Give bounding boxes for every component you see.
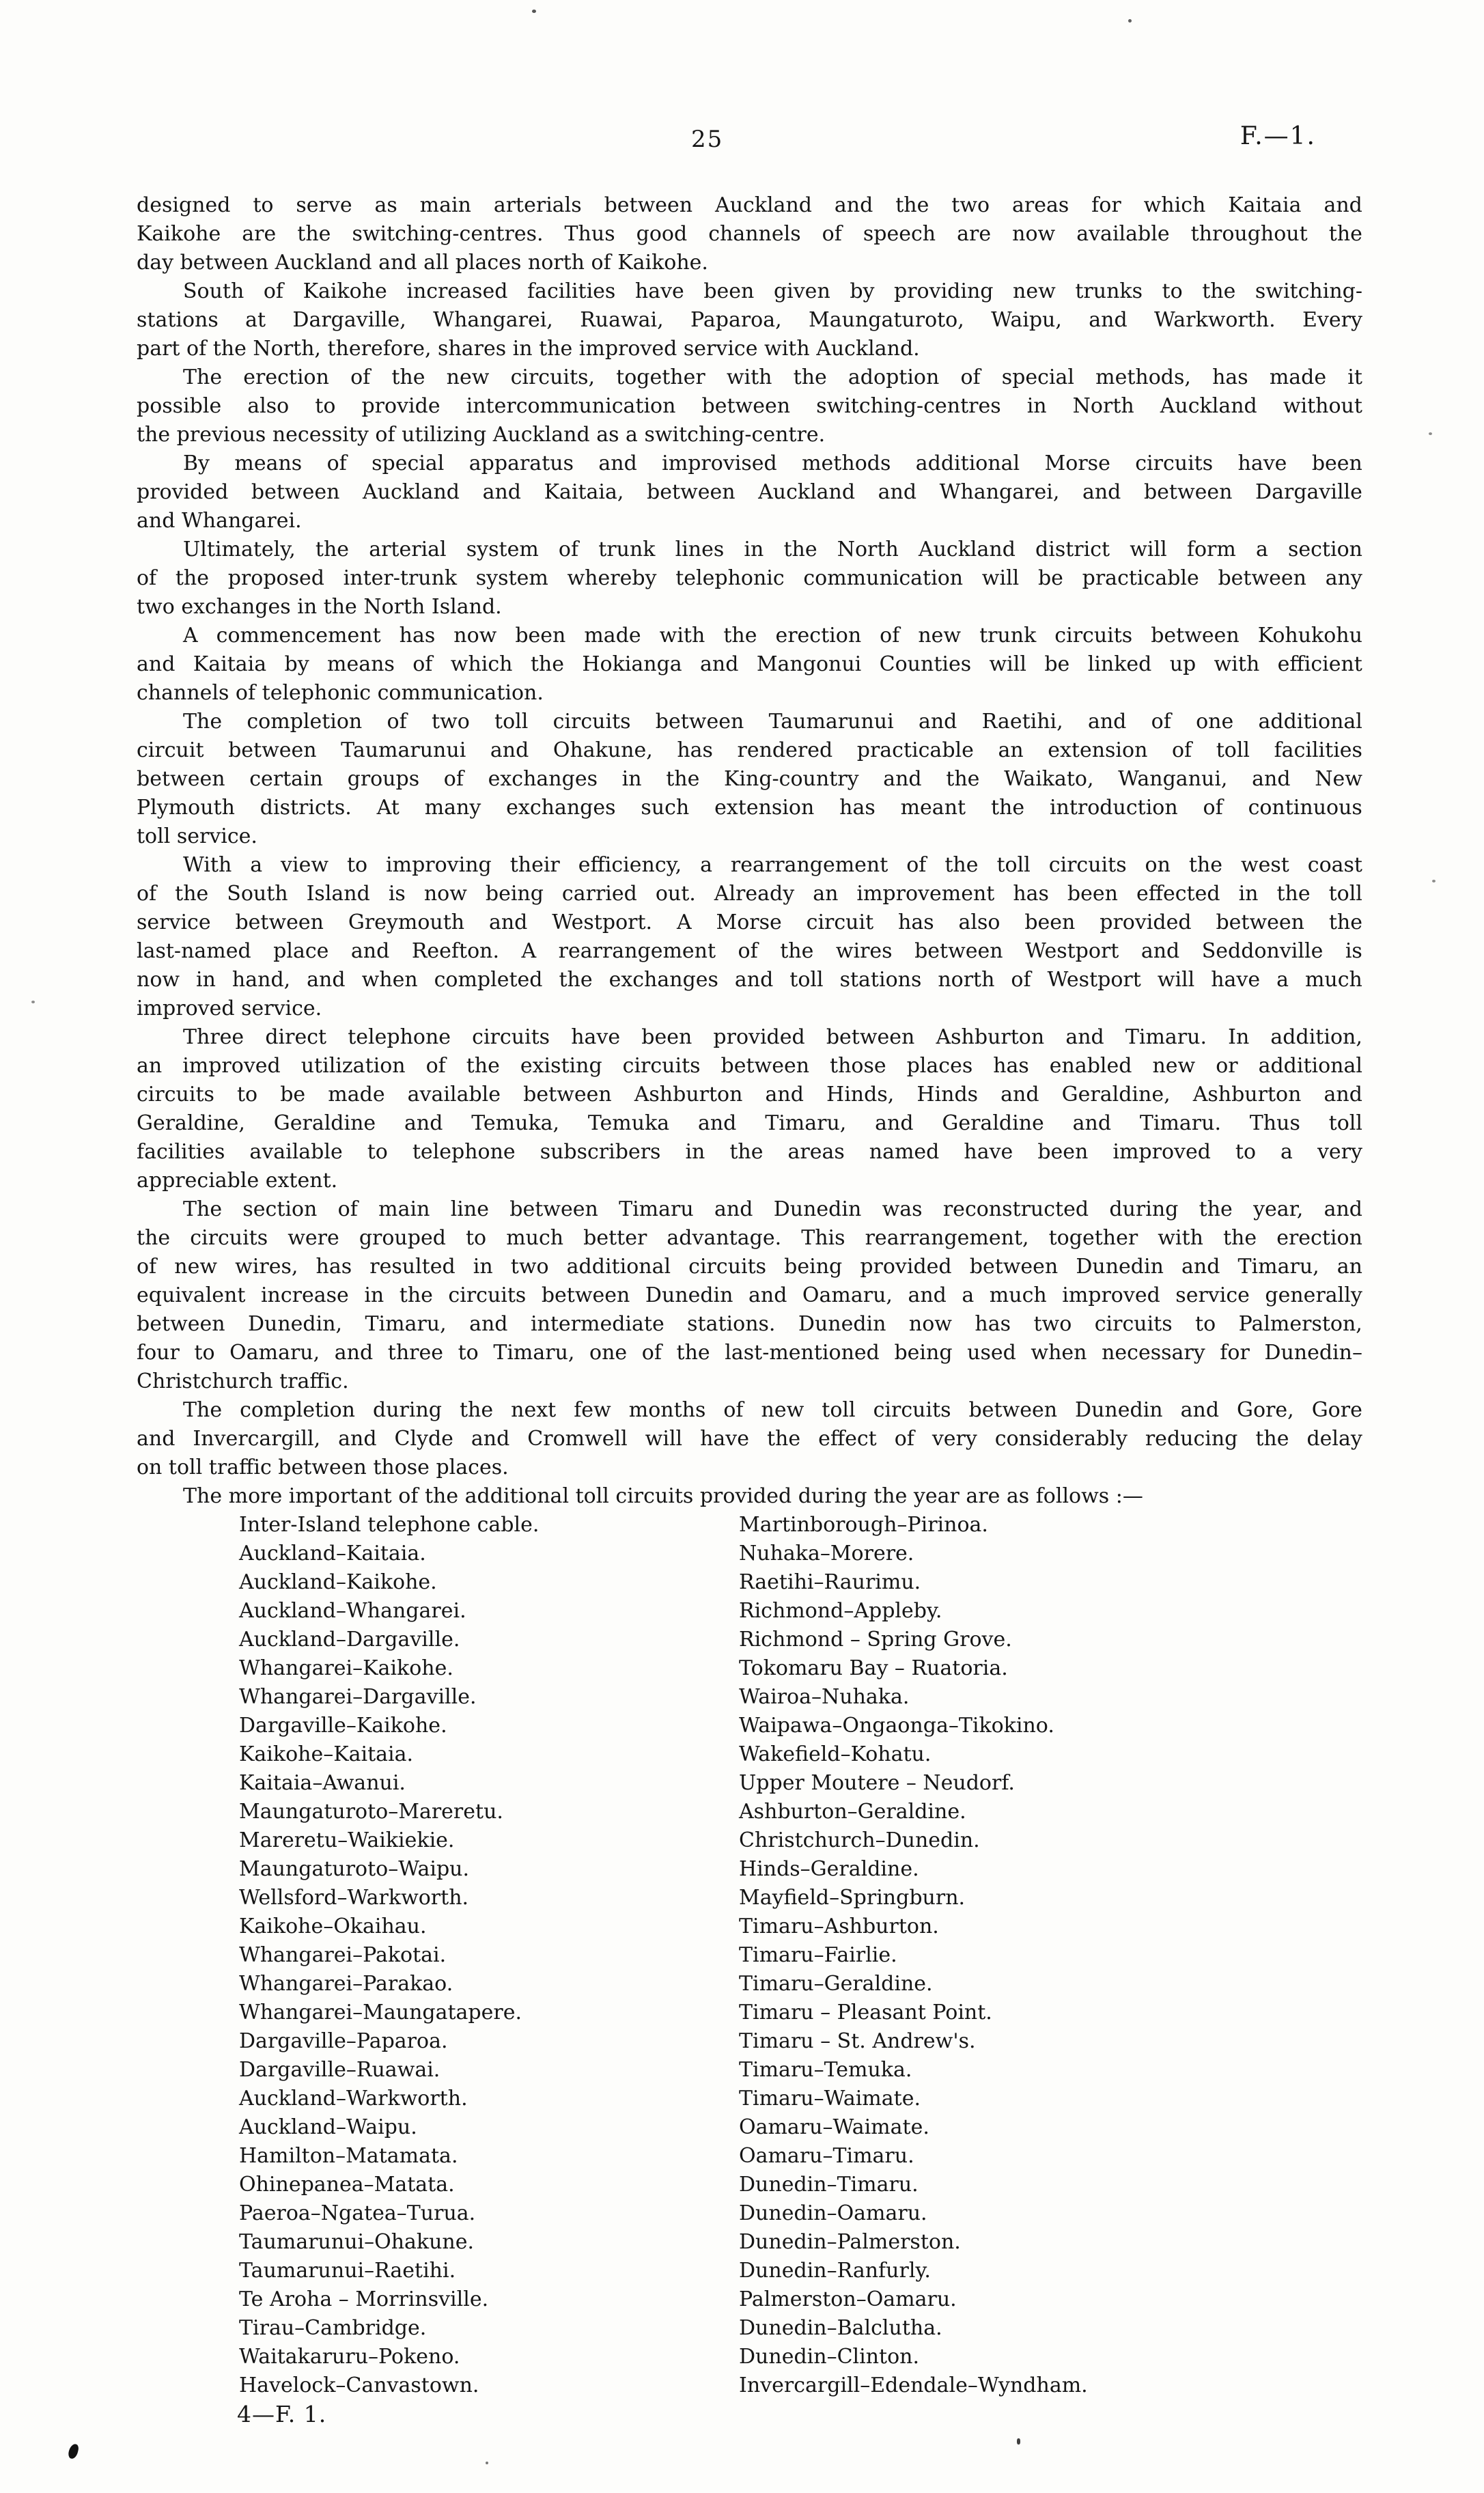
toll-circuit-row (137, 1970, 1362, 1998)
page-content (137, 191, 1362, 2429)
ink-blot (68, 2443, 80, 2460)
paragraph (137, 449, 1362, 535)
toll-circuit-item-left: Dargaville–Kaikohe. (239, 1714, 447, 1738)
toll-circuit-row (137, 1654, 1362, 1683)
text-line: The section of main line between Timaru and Dunedin was reconstructed during the year, and (183, 1197, 1362, 1221)
text-line: the previous necessity of utilizing Auckland as a switching-centre. (137, 423, 826, 447)
toll-circuit-item-left: Auckland–Waipu. (239, 2115, 417, 2139)
toll-circuit-item-left: Taumarunui–Ohakune. (239, 2230, 475, 2254)
toll-circuit-row (137, 1998, 1362, 2027)
paragraph (137, 708, 1362, 851)
printers-signature: 4—F. 1. (237, 2401, 327, 2427)
text-line: of new wires, has resulted in two additional circuits being provided between Dunedin and Timaru, an (137, 1255, 1362, 1279)
toll-circuit-item-left: Auckland–Warkworth. (239, 2087, 468, 2111)
toll-circuit-item-left: Inter-Island telephone cable. (239, 1513, 540, 1537)
toll-circuit-item-right: Timaru–Geraldine. (739, 1972, 933, 1996)
toll-circuit-row (137, 1769, 1362, 1798)
toll-circuit-row (137, 2171, 1362, 2199)
toll-circuit-item-right: Christchurch–Dunedin. (739, 1828, 980, 1852)
text-line: South of Kaikohe increased facilities have been given by providing new trunks to the switching- (183, 279, 1362, 303)
toll-circuit-item-left: Auckland–Kaitaia. (239, 1542, 426, 1565)
text-line: on toll traffic between those places. (137, 1456, 509, 1479)
scan-artifact (486, 2462, 488, 2464)
text-line: possible also to provide intercommunication between switching-centres in North Auckland without (137, 394, 1362, 418)
toll-circuit-item-right: Richmond – Spring Grove. (739, 1628, 1012, 1652)
toll-circuit-item-right: Hinds–Geraldine. (739, 1857, 919, 1881)
toll-circuit-row (137, 2113, 1362, 2142)
toll-circuit-item-right: Dunedin–Clinton. (739, 2345, 920, 2369)
text-line: and Whangarei. (137, 509, 302, 533)
text-line: circuit between Taumarunui and Ohakune, has rendered practicable an extension of toll facilities (137, 738, 1362, 762)
text-line: part of the North, therefore, shares in the improved service with Auckland. (137, 337, 920, 361)
text-line: day between Auckland and all places north of Kaikohe. (137, 251, 708, 275)
text-line: the circuits were grouped to much better advantage. This rearrangement, together with the erection (137, 1226, 1362, 1250)
toll-circuit-list (137, 1511, 1362, 2400)
toll-circuit-row (137, 2142, 1362, 2171)
text-line: and Invercargill, and Clyde and Cromwell will have the effect of very considerably reducing the delay (137, 1427, 1362, 1451)
text-line: four to Oamaru, and three to Timaru, one of the last-mentioned being used when necessary for Dunedin– (137, 1341, 1362, 1365)
toll-circuit-item-right: Timaru – Pleasant Point. (739, 2001, 992, 2024)
toll-circuit-item-right: Raetihi–Raurimu. (739, 1570, 921, 1594)
toll-circuit-item-right: Oamaru–Timaru. (739, 2144, 914, 2168)
toll-circuit-row (137, 1568, 1362, 1597)
text-line: appreciable extent. (137, 1169, 338, 1193)
toll-circuit-item-right: Martinborough–Pirinoa. (739, 1513, 988, 1537)
body-paragraphs (137, 191, 1362, 1511)
toll-circuit-item-left: Kaikohe–Okaihau. (239, 1914, 427, 1938)
toll-circuit-item-right: Wairoa–Nuhaka. (739, 1685, 910, 1709)
toll-circuit-item-left: Mareretu–Waikiekie. (239, 1828, 455, 1852)
toll-circuit-row (137, 2085, 1362, 2113)
paragraph (137, 1195, 1362, 1396)
toll-circuit-item-right: Dunedin–Palmerston. (739, 2230, 961, 2254)
text-line: The completion during the next few months of new toll circuits between Dunedin and Gore, Gore (183, 1398, 1362, 1422)
toll-circuit-item-right: Invercargill–Edendale–Wyndham. (739, 2373, 1088, 2397)
toll-circuit-row (137, 2027, 1362, 2056)
paragraph (137, 622, 1362, 708)
toll-circuit-item-left: Whangarei–Kaikohe. (239, 1656, 453, 1680)
text-line: Kaikohe are the switching-centres. Thus good channels of speech are now available throughout the (137, 222, 1362, 246)
toll-circuit-item-right: Mayfield–Springburn. (739, 1886, 966, 1910)
text-line: The erection of the new circuits, together with the adoption of special methods, has made it (183, 365, 1362, 389)
text-line: two exchanges in the North Island. (137, 595, 502, 619)
text-line: of the proposed inter-trunk system whereby telephonic communication will be practicable between any (137, 566, 1362, 590)
toll-circuit-row (137, 1511, 1362, 1540)
toll-circuit-item-left: Whangarei–Maungatapere. (239, 2001, 522, 2024)
toll-circuit-item-right: Palmerston–Oamaru. (739, 2287, 957, 2311)
toll-circuit-item-left: Auckland–Dargaville. (239, 1628, 460, 1652)
toll-circuit-item-right: Dunedin–Balclutha. (739, 2316, 942, 2340)
toll-circuit-item-left: Dargaville–Paparoa. (239, 2029, 448, 2053)
scan-artifact (1429, 432, 1432, 435)
text-line: By means of special apparatus and improvised methods additional Morse circuits have been (183, 451, 1362, 475)
toll-circuit-row (137, 2257, 1362, 2285)
paragraph (137, 277, 1362, 363)
toll-circuit-item-right: Timaru – St. Andrew's. (739, 2029, 976, 2053)
toll-circuit-row (137, 1798, 1362, 1826)
toll-circuit-item-right: Timaru–Waimate. (739, 2087, 921, 2111)
toll-circuit-row (137, 2371, 1362, 2400)
toll-circuit-item-left: Wellsford–Warkworth. (239, 1886, 469, 1910)
toll-circuit-item-left: Whangarei–Pakotai. (239, 1943, 447, 1967)
toll-circuit-item-right: Timaru–Fairlie. (739, 1943, 897, 1967)
text-line: and Kaitaia by means of which the Hokianga and Mangonui Counties will be linked up with efficient (137, 652, 1362, 676)
text-line: Three direct telephone circuits have been provided between Ashburton and Timaru. In addition, (183, 1025, 1362, 1049)
scan-artifact (1432, 880, 1436, 882)
text-line: an improved utilization of the existing circuits between those places has enabled new or additional (137, 1054, 1362, 1078)
toll-circuit-item-left: Whangarei–Parakao. (239, 1972, 453, 1996)
text-line: With a view to improving their efficiency, a rearrangement of the toll circuits on the west coast (183, 853, 1362, 877)
text-line: Christchurch traffic. (137, 1369, 349, 1393)
toll-circuit-item-left: Taumarunui–Raetihi. (239, 2259, 456, 2283)
toll-circuit-row (137, 1626, 1362, 1654)
toll-circuit-row (137, 2343, 1362, 2371)
toll-circuit-item-right: Wakefield–Kohatu. (739, 1742, 932, 1766)
toll-circuit-row (137, 1683, 1362, 1712)
toll-circuit-item-left: Auckland–Whangarei. (239, 1599, 466, 1623)
paper-section-code: F.—1. (1240, 122, 1316, 150)
toll-circuit-item-left: Kaitaia–Awanui. (239, 1771, 406, 1795)
toll-circuit-item-right: Oamaru–Waimate. (739, 2115, 929, 2139)
toll-circuit-row (137, 2314, 1362, 2343)
text-line: of the South Island is now being carried out. Already an improvement has been effected in the toll (137, 882, 1362, 906)
toll-circuit-row (137, 1826, 1362, 1855)
paragraph (137, 1482, 1362, 1511)
toll-circuit-row (137, 2056, 1362, 2085)
toll-circuit-item-right: Nuhaka–Morere. (739, 1542, 914, 1565)
toll-circuit-item-right: Ashburton–Geraldine. (739, 1800, 966, 1824)
toll-circuit-row (137, 2228, 1362, 2257)
toll-circuit-item-left: Tirau–Cambridge. (239, 2316, 427, 2340)
paragraph (137, 363, 1362, 449)
text-line: Plymouth districts. At many exchanges such extension has meant the introduction of continuous (137, 796, 1362, 820)
scan-artifact (1128, 19, 1132, 23)
toll-circuit-row (137, 1912, 1362, 1941)
toll-circuit-item-right: Dunedin–Timaru. (739, 2173, 919, 2197)
toll-circuit-row (137, 1884, 1362, 1912)
toll-circuit-row (137, 1540, 1362, 1568)
toll-circuit-item-left: Maungaturoto–Waipu. (239, 1857, 470, 1881)
scan-artifact (31, 1001, 35, 1003)
toll-circuit-item-right: Tokomaru Bay – Ruatoria. (739, 1656, 1008, 1680)
toll-circuit-item-left: Havelock–Canvastown. (239, 2373, 479, 2397)
text-line: last-named place and Reefton. A rearrangement of the wires between Westport and Seddonville is (137, 939, 1362, 963)
paragraph (137, 1023, 1362, 1195)
toll-circuit-item-left: Waitakaruru–Pokeno. (239, 2345, 460, 2369)
toll-circuit-item-right: Timaru–Temuka. (739, 2058, 912, 2082)
toll-circuit-item-right: Timaru–Ashburton. (739, 1914, 939, 1938)
toll-circuit-row (137, 1855, 1362, 1884)
text-line: channels of telephonic communication. (137, 681, 544, 705)
toll-circuit-item-right: Waipawa–Ongaonga–Tikokino. (739, 1714, 1054, 1738)
scan-artifact (532, 10, 536, 13)
paragraph (137, 191, 1362, 277)
paragraph (137, 851, 1362, 1023)
text-line: provided between Auckland and Kaitaia, between Auckland and Whangarei, and between Dargaville (137, 480, 1362, 504)
toll-circuit-row (137, 1597, 1362, 1626)
text-line: stations at Dargaville, Whangarei, Ruawai, Paparoa, Maungaturoto, Waipu, and Warkworth. Every (137, 308, 1362, 332)
toll-circuit-item-right: Dunedin–Oamaru. (739, 2201, 927, 2225)
toll-circuit-item-left: Paeroa–Ngatea–Turua. (239, 2201, 476, 2225)
toll-circuit-item-right: Richmond–Appleby. (739, 1599, 942, 1623)
toll-circuit-item-left: Ohinepanea–Matata. (239, 2173, 455, 2197)
toll-circuit-item-left: Hamilton–Matamata. (239, 2144, 458, 2168)
text-line: now in hand, and when completed the exchanges and toll stations north of Westport will have a much (137, 968, 1362, 992)
text-line: Ultimately, the arterial system of trunk lines in the North Auckland district will form a section (183, 538, 1362, 561)
text-line: circuits to be made available between Ashburton and Hinds, Hinds and Geraldine, Ashburton and (137, 1083, 1362, 1106)
text-line: between Dunedin, Timaru, and intermediate stations. Dunedin now has two circuits to Palmerston, (137, 1312, 1362, 1336)
text-line: equivalent increase in the circuits between Dunedin and Oamaru, and a much improved service generally (137, 1283, 1362, 1307)
paragraph (137, 1396, 1362, 1482)
toll-circuit-item-left: Auckland–Kaikohe. (239, 1570, 437, 1594)
text-line: facilities available to telephone subscribers in the areas named have been improved to a very (137, 1140, 1362, 1164)
toll-circuit-row (137, 2199, 1362, 2228)
toll-circuit-item-left: Te Aroha – Morrinsville. (239, 2287, 489, 2311)
toll-circuit-item-left: Kaikohe–Kaitaia. (239, 1742, 414, 1766)
scan-artifact (1017, 2438, 1020, 2445)
text-line: between certain groups of exchanges in the King-country and the Waikato, Wanganui, and New (137, 767, 1362, 791)
page-number: 25 (691, 126, 724, 153)
toll-circuit-item-left: Maungaturoto–Mareretu. (239, 1800, 503, 1824)
toll-circuit-item-left: Dargaville–Ruawai. (239, 2058, 440, 2082)
toll-circuit-row (137, 1712, 1362, 1740)
toll-circuit-row (137, 2285, 1362, 2314)
text-line: service between Greymouth and Westport. A Morse circuit has also been provided between the (137, 910, 1362, 934)
text-line: designed to serve as main arterials between Auckland and the two areas for which Kaitaia and (137, 193, 1362, 217)
text-line: The completion of two toll circuits between Taumarunui and Raetihi, and of one additional (183, 710, 1362, 734)
text-line: toll service. (137, 824, 257, 848)
text-line: A commencement has now been made with the erection of new trunk circuits between Kohukohu (183, 624, 1362, 647)
text-line: Geraldine, Geraldine and Temuka, Temuka and Timaru, and Geraldine and Timaru. Thus toll (137, 1111, 1362, 1135)
toll-circuit-row (137, 1740, 1362, 1769)
paragraph (137, 535, 1362, 622)
toll-circuit-item-right: Upper Moutere – Neudorf. (739, 1771, 1015, 1795)
toll-circuit-row (137, 1941, 1362, 1970)
text-line: improved service. (137, 997, 322, 1020)
toll-circuit-item-left: Whangarei–Dargaville. (239, 1685, 477, 1709)
text-line: The more important of the additional toll circuits provided during the year are as follows :— (183, 1484, 1143, 1508)
toll-circuit-item-right: Dunedin–Ranfurly. (739, 2259, 931, 2283)
